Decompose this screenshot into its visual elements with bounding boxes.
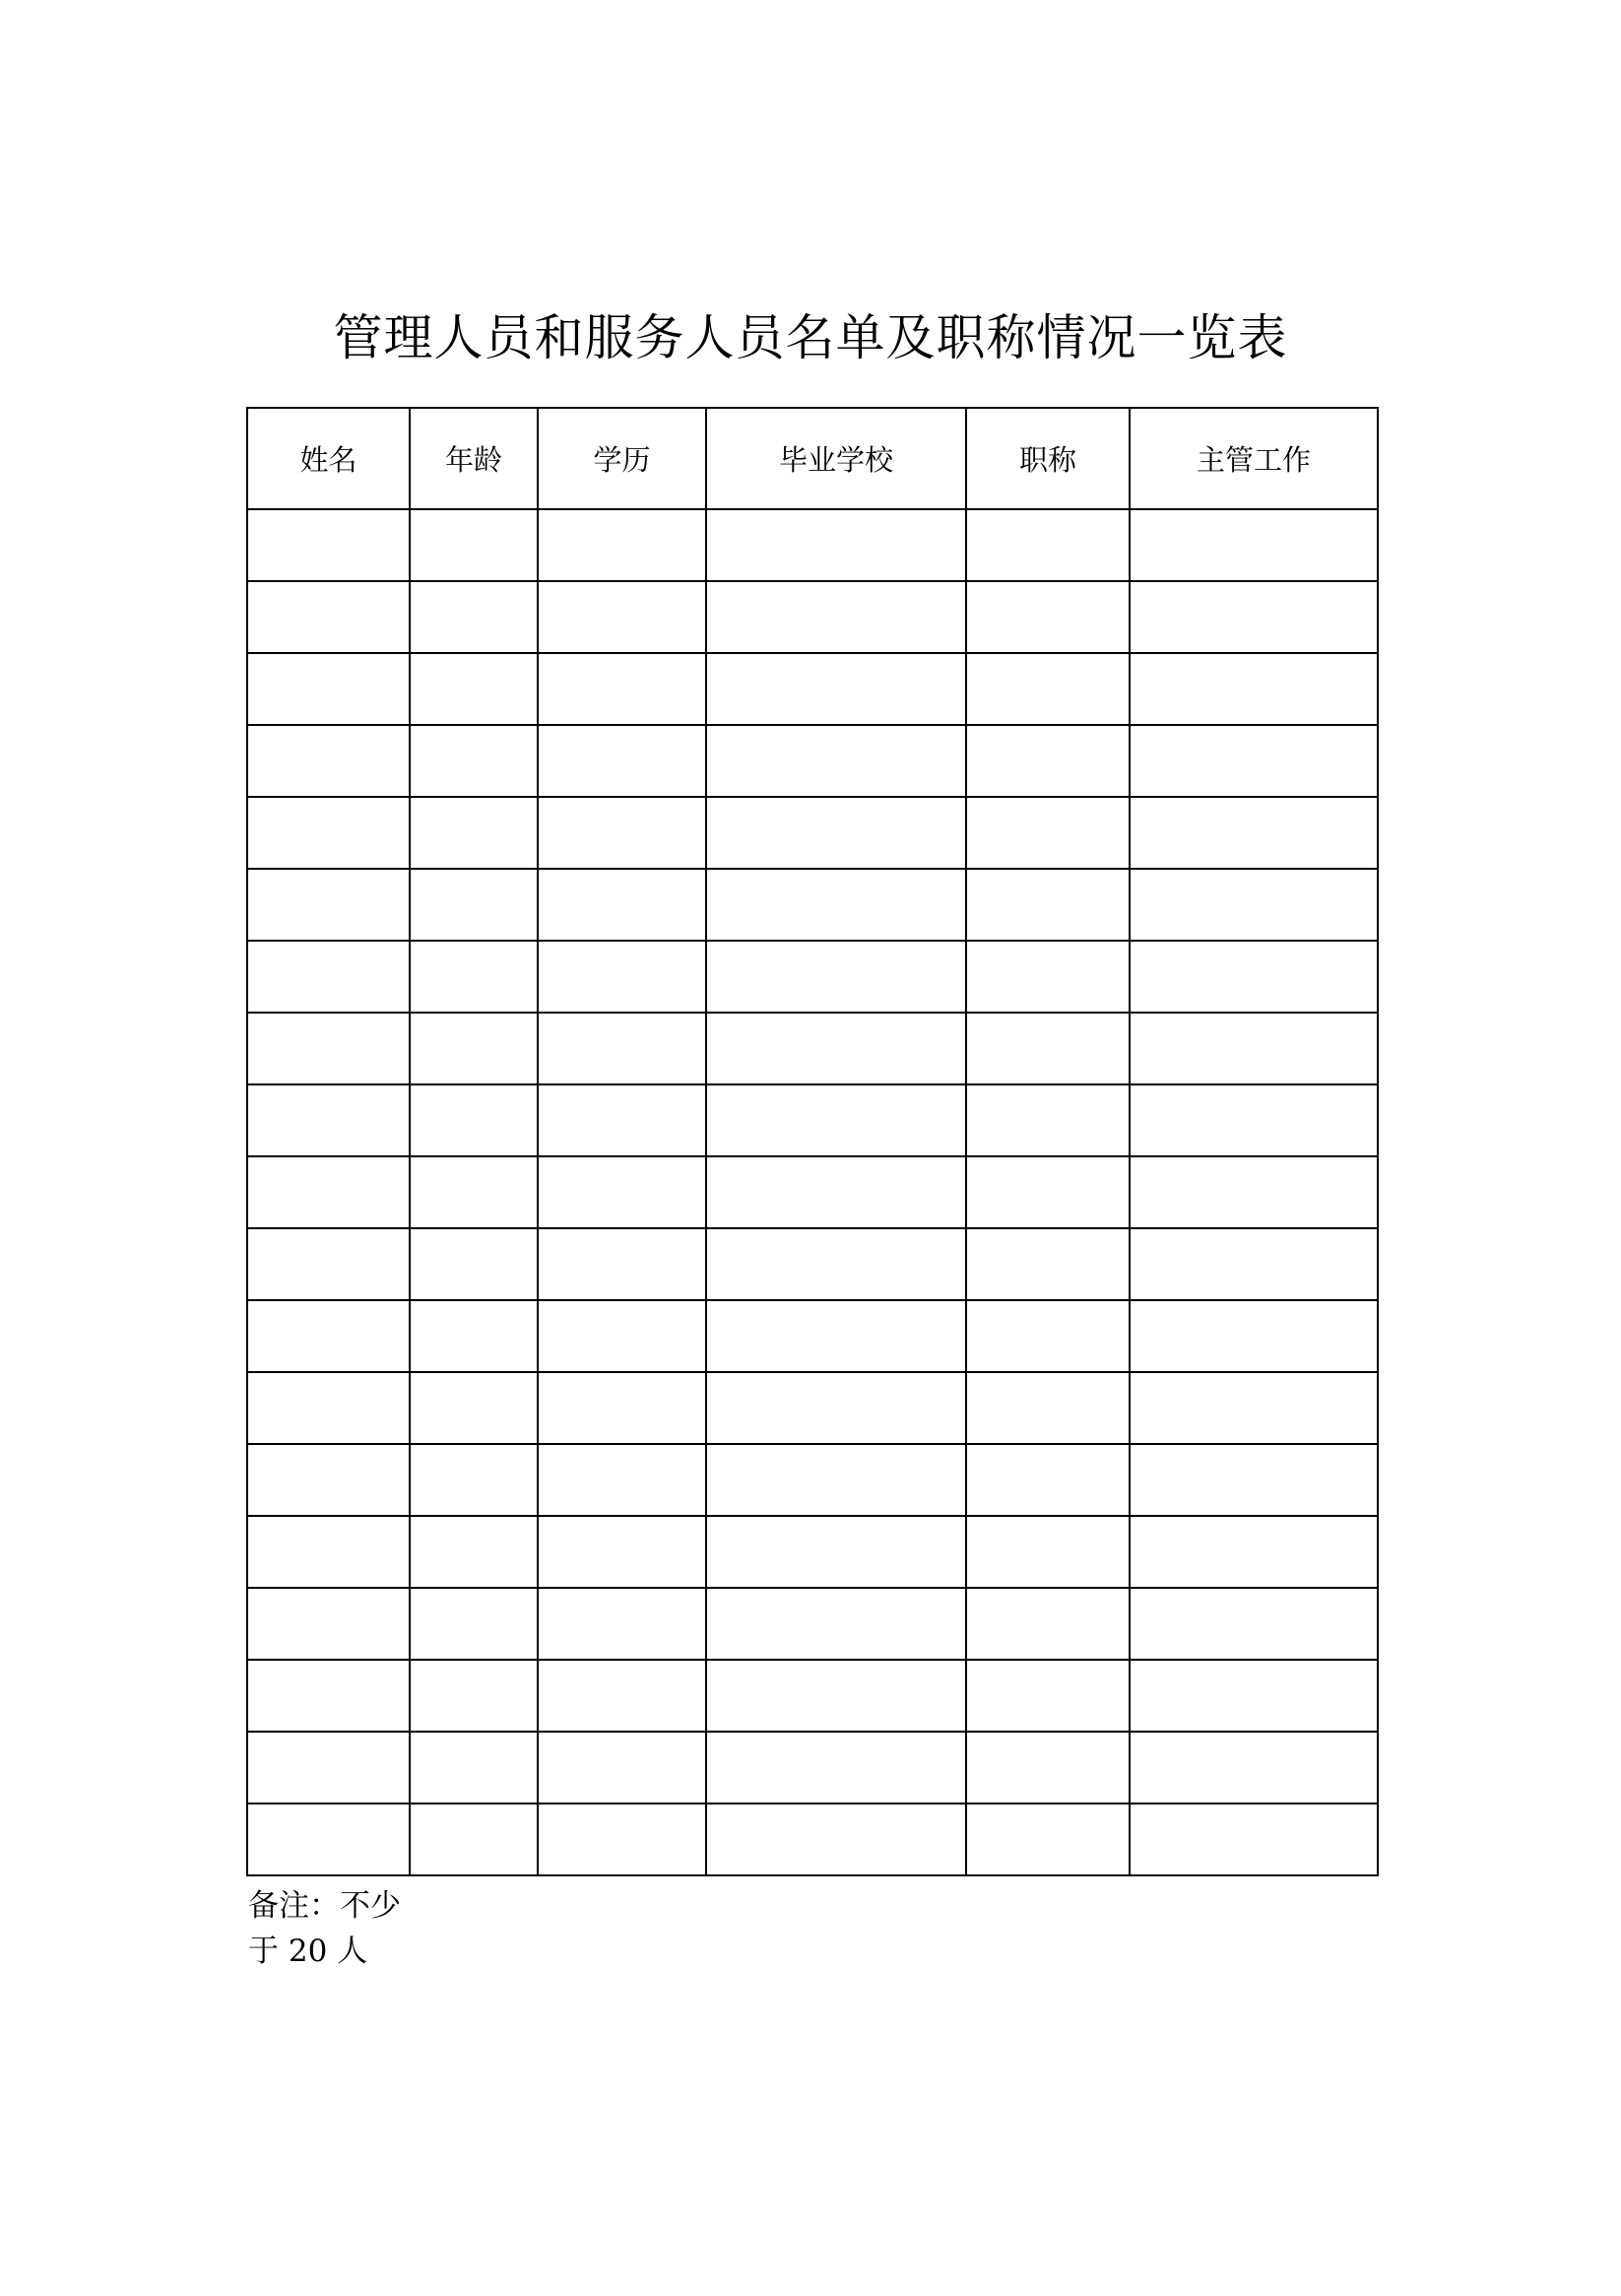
page-title: 管理人员和服务人员名单及职称情况一览表 (333, 309, 1288, 366)
cell-name (247, 1732, 410, 1804)
cell-education (538, 653, 706, 725)
cell-education (538, 1732, 706, 1804)
table-row (247, 1156, 1378, 1228)
cell-school (706, 941, 966, 1013)
cell-name (247, 941, 410, 1013)
cell-education (538, 1660, 706, 1732)
cell-title (966, 509, 1130, 581)
cell-name (247, 509, 410, 581)
cell-responsibility (1130, 1804, 1378, 1875)
cell-school (706, 1804, 966, 1875)
cell-age (410, 725, 538, 797)
header-name: 姓名 (247, 408, 410, 509)
cell-title (966, 1444, 1130, 1516)
cell-age (410, 509, 538, 581)
cell-title (966, 1804, 1130, 1875)
cell-age (410, 1588, 538, 1660)
cell-education (538, 1300, 706, 1372)
table-row (247, 1516, 1378, 1588)
table-row (247, 1804, 1378, 1875)
table-header-row (247, 408, 1378, 509)
cell-responsibility (1130, 1444, 1378, 1516)
cell-title (966, 1013, 1130, 1084)
table-body (247, 509, 1378, 1875)
cell-education (538, 509, 706, 581)
cell-school (706, 509, 966, 581)
cell-age (410, 1372, 538, 1444)
cell-education (538, 1516, 706, 1588)
cell-education (538, 581, 706, 653)
cell-age (410, 797, 538, 869)
cell-school (706, 797, 966, 869)
table-row (247, 1013, 1378, 1084)
header-education: 学历 (538, 408, 706, 509)
cell-school (706, 1084, 966, 1156)
cell-school (706, 581, 966, 653)
cell-title (966, 1372, 1130, 1444)
cell-education (538, 1013, 706, 1084)
cell-age (410, 1300, 538, 1372)
cell-title (966, 797, 1130, 869)
cell-title (966, 581, 1130, 653)
cell-school (706, 1013, 966, 1084)
cell-school (706, 1588, 966, 1660)
cell-age (410, 1444, 538, 1516)
cell-name (247, 1156, 410, 1228)
cell-name (247, 1228, 410, 1300)
cell-age (410, 1516, 538, 1588)
cell-name (247, 1588, 410, 1660)
cell-school (706, 725, 966, 797)
cell-title (966, 1300, 1130, 1372)
cell-title (966, 1156, 1130, 1228)
cell-responsibility (1130, 1372, 1378, 1444)
cell-responsibility (1130, 941, 1378, 1013)
note (248, 1883, 445, 1974)
note-line-1: 备注：不少 (248, 1888, 401, 1924)
cell-name (247, 1660, 410, 1732)
table-row (247, 509, 1378, 581)
cell-school (706, 1444, 966, 1516)
table-row (247, 797, 1378, 869)
cell-education (538, 941, 706, 1013)
table-row (247, 869, 1378, 941)
cell-education (538, 869, 706, 941)
cell-responsibility (1130, 725, 1378, 797)
cell-title (966, 1660, 1130, 1732)
header-school: 毕业学校 (706, 408, 966, 509)
cell-age (410, 869, 538, 941)
cell-responsibility (1130, 581, 1378, 653)
cell-title (966, 869, 1130, 941)
cell-school (706, 1372, 966, 1444)
header-title: 职称 (966, 408, 1130, 509)
cell-school (706, 1228, 966, 1300)
cell-name (247, 725, 410, 797)
header-age: 年龄 (410, 408, 538, 509)
cell-title (966, 1732, 1130, 1804)
cell-school (706, 1732, 966, 1804)
cell-responsibility (1130, 1516, 1378, 1588)
cell-education (538, 725, 706, 797)
cell-responsibility (1130, 797, 1378, 869)
cell-age (410, 1804, 538, 1875)
cell-education (538, 1444, 706, 1516)
cell-school (706, 653, 966, 725)
cell-education (538, 797, 706, 869)
cell-title (966, 653, 1130, 725)
note-line-2: 于 20 人 (248, 1934, 368, 1969)
cell-name (247, 1013, 410, 1084)
cell-age (410, 581, 538, 653)
cell-name (247, 1444, 410, 1516)
cell-name (247, 1084, 410, 1156)
cell-age (410, 1228, 538, 1300)
table-row (247, 1444, 1378, 1516)
table-row (247, 1228, 1378, 1300)
table-row (247, 653, 1378, 725)
cell-age (410, 1660, 538, 1732)
cell-age (410, 941, 538, 1013)
cell-school (706, 869, 966, 941)
cell-name (247, 581, 410, 653)
cell-age (410, 1732, 538, 1804)
cell-title (966, 1228, 1130, 1300)
cell-responsibility (1130, 1300, 1378, 1372)
cell-responsibility (1130, 869, 1378, 941)
cell-responsibility (1130, 1732, 1378, 1804)
cell-name (247, 1372, 410, 1444)
table-row (247, 941, 1378, 1013)
cell-name (247, 653, 410, 725)
cell-responsibility (1130, 509, 1378, 581)
cell-title (966, 1588, 1130, 1660)
cell-name (247, 1804, 410, 1875)
table-row (247, 1300, 1378, 1372)
table-row (247, 1084, 1378, 1156)
cell-title (966, 725, 1130, 797)
cell-school (706, 1660, 966, 1732)
cell-name (247, 1300, 410, 1372)
table-row (247, 581, 1378, 653)
cell-responsibility (1130, 1588, 1378, 1660)
table-row (247, 725, 1378, 797)
cell-education (538, 1588, 706, 1660)
cell-education (538, 1372, 706, 1444)
cell-education (538, 1228, 706, 1300)
cell-name (247, 797, 410, 869)
cell-name (247, 1516, 410, 1588)
table-row (247, 1660, 1378, 1732)
table-row (247, 1372, 1378, 1444)
cell-responsibility (1130, 1660, 1378, 1732)
cell-responsibility (1130, 1228, 1378, 1300)
cell-responsibility (1130, 1013, 1378, 1084)
cell-school (706, 1300, 966, 1372)
cell-responsibility (1130, 1156, 1378, 1228)
cell-school (706, 1516, 966, 1588)
cell-education (538, 1084, 706, 1156)
cell-school (706, 1156, 966, 1228)
header-responsibility: 主管工作 (1130, 408, 1378, 509)
staff-roster-table (246, 407, 1379, 1876)
table-row (247, 1588, 1378, 1660)
cell-age (410, 1013, 538, 1084)
cell-education (538, 1156, 706, 1228)
cell-title (966, 1084, 1130, 1156)
cell-age (410, 1084, 538, 1156)
cell-title (966, 1516, 1130, 1588)
cell-title (966, 941, 1130, 1013)
table-row (247, 1732, 1378, 1804)
cell-age (410, 1156, 538, 1228)
cell-age (410, 653, 538, 725)
cell-name (247, 869, 410, 941)
cell-education (538, 1804, 706, 1875)
cell-responsibility (1130, 1084, 1378, 1156)
cell-responsibility (1130, 653, 1378, 725)
